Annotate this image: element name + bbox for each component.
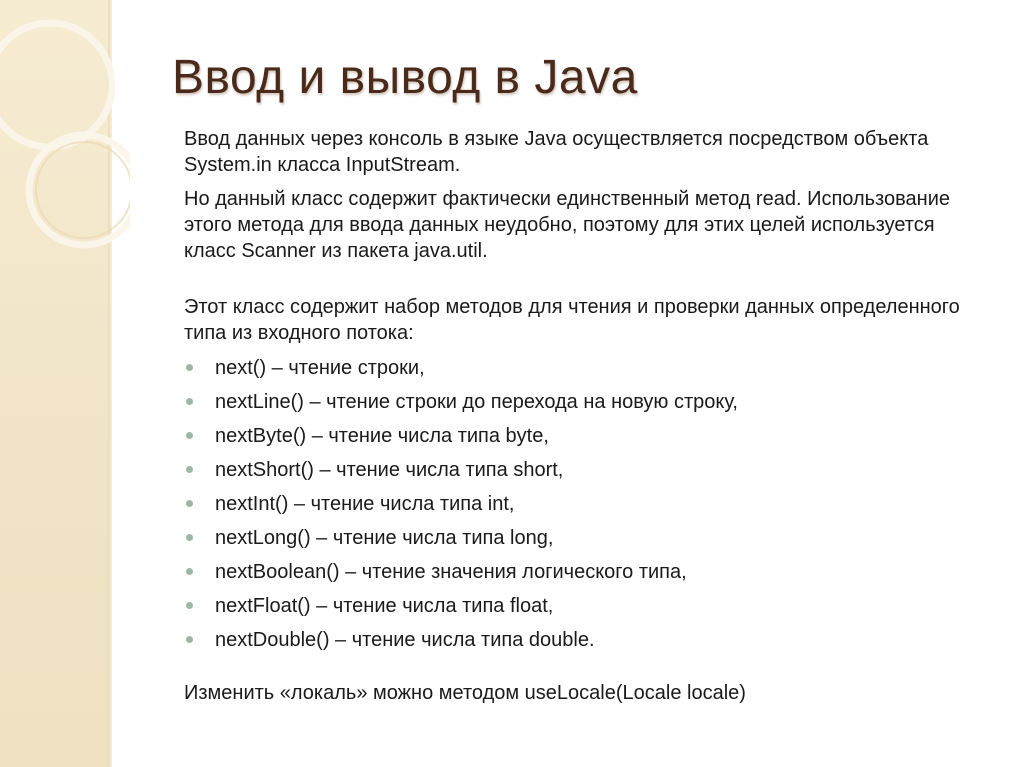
list-item	[184, 626, 984, 660]
slide-content	[184, 126, 984, 706]
list-item-text: nextInt() – чтение числа типа int,	[215, 493, 515, 515]
bullet-dot-icon	[186, 432, 193, 439]
list-item	[184, 388, 984, 422]
bullet-dot-icon	[186, 602, 193, 609]
paragraph-scanner: Но данный класс содержит фактически единственный метод read. Использование этого метода для ввода данных неудобно, поэтому для этих целей используется класс Scanner из пакета java.util.	[184, 188, 950, 262]
list-item-text: nextByte() – чтение числа типа byte,	[215, 425, 549, 447]
bullet-dot-icon	[186, 636, 193, 643]
list-item-text: nextDouble() – чтение числа типа double.	[215, 629, 595, 651]
bullet-dot-icon	[186, 500, 193, 507]
list-item	[184, 524, 984, 558]
list-item	[184, 490, 984, 524]
paragraph-console-input: Ввод данных через консоль в языке Java осуществляется посредством объекта System.in класса InputStream.	[184, 128, 929, 176]
list-item-text: nextFloat() – чтение числа типа float,	[215, 595, 554, 617]
methods-list	[184, 354, 984, 660]
list-item	[184, 354, 984, 388]
bullet-dot-icon	[186, 364, 193, 371]
bullet-dot-icon	[186, 466, 193, 473]
paragraph-locale: Изменить «локаль» можно методом useLocale(Locale locale)	[184, 682, 746, 704]
deco-circle-large	[0, 23, 112, 147]
slide-title: Ввод и вывод в Java	[172, 51, 638, 104]
list-item-text: nextShort() – чтение числа типа short,	[215, 459, 564, 481]
paragraph-methods-intro: Этот класс содержит набор методов для чтения и проверки данных определенного типа из входного потока:	[184, 296, 960, 344]
deco-circle-small	[29, 135, 130, 245]
deco-circle-small-shade	[36, 142, 130, 238]
list-item	[184, 456, 984, 490]
bullet-dot-icon	[186, 568, 193, 575]
bullet-dot-icon	[186, 398, 193, 405]
list-item-text: nextLong() – чтение числа типа long,	[215, 527, 554, 549]
list-item	[184, 592, 984, 626]
list-item	[184, 422, 984, 456]
list-item	[184, 558, 984, 592]
list-item-text: nextLine() – чтение строки до перехода на новую строку,	[215, 391, 738, 413]
list-item-text: nextBoolean() – чтение значения логического типа,	[215, 561, 687, 583]
decorative-circles	[0, 0, 130, 767]
bullet-dot-icon	[186, 534, 193, 541]
list-item-text: next() – чтение строки,	[215, 357, 425, 379]
